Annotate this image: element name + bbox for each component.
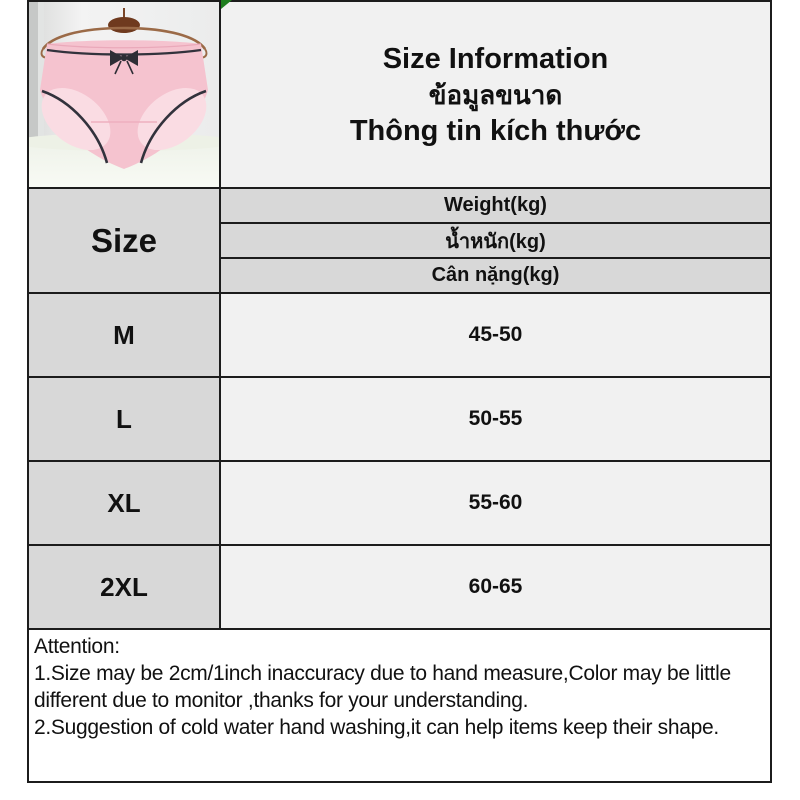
size-label-l: L (28, 377, 220, 461)
attention-note-cell (28, 629, 771, 782)
page-title-en: Size Information (382, 42, 609, 75)
table-row (28, 461, 771, 545)
green-corner-marker (221, 0, 232, 9)
size-chart-sheet (27, 0, 772, 783)
table-row (28, 377, 771, 461)
weight-header-th: น้ำหนัก(kg) (220, 223, 771, 258)
attention-note-1: 1.Size may be 2cm/1inch inaccuracy due to hand measure,Color may be little different due to monitor ,thanks for your understanding. (34, 662, 731, 712)
weight-header-vi: Cân nặng(kg) (220, 258, 771, 293)
page-title-th: ข้อมูลขนาด (428, 79, 563, 110)
weight-value-xl: 55-60 (220, 461, 771, 545)
table-row (28, 545, 771, 629)
weight-header-row-en (28, 188, 771, 223)
weight-value-l: 50-55 (220, 377, 771, 461)
product-photo (29, 2, 219, 187)
size-table (27, 0, 772, 783)
header-row-top (28, 1, 771, 188)
product-image-cell (28, 1, 220, 188)
title-cell (220, 1, 771, 188)
size-label-m: M (28, 293, 220, 377)
table-row (28, 293, 771, 377)
size-label-xl: XL (28, 461, 220, 545)
weight-value-2xl: 60-65 (220, 545, 771, 629)
attention-heading: Attention: (34, 635, 120, 658)
size-column-header: Size (28, 188, 220, 293)
size-label-2xl: 2XL (28, 545, 220, 629)
footer-row (28, 629, 771, 782)
page-title-vi: Thông tin kích thước (349, 114, 642, 147)
weight-value-m: 45-50 (220, 293, 771, 377)
attention-note-2: 2.Suggestion of cold water hand washing,it can help items keep their shape. (34, 716, 719, 739)
weight-header-en: Weight(kg) (220, 188, 771, 223)
